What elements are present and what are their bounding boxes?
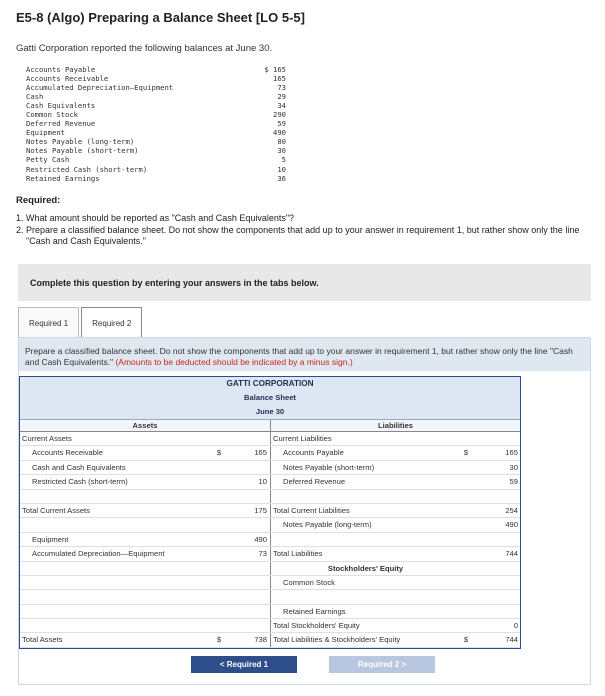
sheet-row xyxy=(20,590,520,604)
asset-currency xyxy=(213,504,225,517)
balance-row xyxy=(26,65,286,74)
tab-bar xyxy=(18,307,144,338)
prev-required-button[interactable]: < Required 1 xyxy=(191,656,297,673)
liability-amount-input[interactable]: 490 xyxy=(505,520,518,530)
balance-label: Cash Equivalents xyxy=(26,101,96,111)
balance-row xyxy=(26,83,286,92)
liability-label-input[interactable] xyxy=(271,490,458,503)
next-required-button[interactable]: Required 2 > xyxy=(329,656,435,673)
balances-list xyxy=(26,65,286,183)
balance-label: Notes Payable (short-term) xyxy=(26,146,139,156)
assets-header: Assets xyxy=(20,420,271,431)
liability-amount-input[interactable] xyxy=(474,490,520,503)
liability-amount-input[interactable] xyxy=(474,562,520,575)
asset-amount-input[interactable]: 738 xyxy=(225,633,271,646)
asset-amount-input[interactable] xyxy=(225,562,271,575)
asset-amount-input[interactable]: 10 xyxy=(225,475,271,488)
asset-amount-input[interactable] xyxy=(225,576,271,589)
liability-label-input[interactable]: Current Liabilities xyxy=(273,434,332,443)
asset-currency xyxy=(213,432,225,445)
balance-row xyxy=(26,92,286,101)
company-name: GATTI CORPORATION xyxy=(226,379,314,388)
asset-amount-input[interactable] xyxy=(225,461,271,474)
balance-amount: 5 xyxy=(281,155,286,165)
liability-amount-input[interactable] xyxy=(474,533,520,546)
liability-currency xyxy=(458,562,474,575)
asset-label-input[interactable]: Restricted Cash (short-term) xyxy=(32,477,128,487)
asset-label-input[interactable]: Total Assets xyxy=(22,635,63,645)
liability-amount-input[interactable] xyxy=(474,576,520,589)
asset-label-input[interactable] xyxy=(20,562,213,575)
liability-currency xyxy=(458,590,474,603)
balance-sheet xyxy=(19,376,521,649)
balance-row xyxy=(26,101,286,110)
asset-currency: $ xyxy=(216,448,222,458)
asset-label-input[interactable]: Accounts Receivable xyxy=(32,448,103,458)
liability-currency xyxy=(458,461,474,474)
requirement-number: 1. xyxy=(16,213,24,223)
asset-amount-input[interactable] xyxy=(225,490,271,503)
equity-header: Stockholders' Equity xyxy=(327,563,404,573)
requirement-number: 2. xyxy=(16,225,24,235)
asset-amount-input[interactable]: 175 xyxy=(225,504,271,517)
balance-amount: 59 xyxy=(277,119,286,129)
requirement-text: Prepare a classified balance sheet. Do not show the components that add up to your answer in requirement 1, but rather show only the line "Cash and Cash Equivalents." xyxy=(26,225,580,246)
balance-row xyxy=(26,128,286,137)
sheet-row xyxy=(20,432,520,446)
required-heading: Required: xyxy=(16,195,61,206)
balance-amount: 80 xyxy=(277,137,286,147)
instruction-note: (Amounts to be deducted should be indicated by a minus sign.) xyxy=(115,356,353,367)
liability-label-input[interactable]: Total Stockholders' Equity xyxy=(273,621,360,631)
liability-label-input[interactable]: Deferred Revenue xyxy=(283,477,346,487)
balance-label: Accounts Receivable xyxy=(26,74,109,84)
balance-label: Equipment xyxy=(26,128,65,138)
asset-currency xyxy=(213,533,225,546)
instruction-box xyxy=(19,338,590,371)
balance-label: Deferred Revenue xyxy=(26,119,96,129)
balance-label: Retained Earnings xyxy=(26,173,100,183)
asset-label-input[interactable] xyxy=(20,518,213,531)
requirements-list xyxy=(16,213,601,247)
liability-currency xyxy=(458,533,474,546)
asset-label-input[interactable] xyxy=(20,590,213,603)
tab-required-1[interactable]: Required 1 xyxy=(18,307,79,338)
liability-currency: $ xyxy=(463,448,469,458)
liability-label-input[interactable]: Notes Payable (short-term) xyxy=(283,462,375,472)
balance-amount: 165 xyxy=(273,74,286,84)
balance-amount: 29 xyxy=(277,92,286,102)
asset-label-input[interactable]: Total Current Assets xyxy=(22,505,90,515)
sheet-row xyxy=(20,518,520,532)
balance-amount: 30 xyxy=(277,146,286,156)
sheet-row xyxy=(20,562,520,576)
balance-row xyxy=(26,155,286,164)
balance-amount: 36 xyxy=(277,173,286,183)
balance-row xyxy=(26,119,286,128)
sheet-row xyxy=(20,504,520,518)
asset-amount-input[interactable]: 165 xyxy=(225,446,271,459)
asset-amount-input[interactable]: 73 xyxy=(225,547,271,560)
asset-currency xyxy=(213,547,225,560)
asset-label-input[interactable]: Equipment xyxy=(32,534,69,544)
asset-currency xyxy=(213,590,225,603)
liability-label-input[interactable]: Total Current Liabilities xyxy=(273,505,350,515)
asset-label-input[interactable] xyxy=(20,490,213,503)
liability-currency xyxy=(458,504,474,517)
liability-label-input[interactable]: Notes Payable (long-term) xyxy=(283,520,372,530)
sheet-row xyxy=(20,475,520,489)
balance-label: Restricted Cash (short-term) xyxy=(26,164,148,174)
sheet-header xyxy=(20,377,520,420)
liability-amount-input[interactable]: 744 xyxy=(505,549,518,559)
asset-label-input[interactable]: Accumulated Depreciation—Equipment xyxy=(32,549,165,559)
balance-amount: 34 xyxy=(277,101,286,111)
balance-row xyxy=(26,74,286,83)
asset-currency xyxy=(213,518,225,531)
sheet-row xyxy=(20,633,520,647)
liability-label-input[interactable] xyxy=(271,533,458,546)
balance-amount: $ 165 xyxy=(264,65,286,74)
liability-label-input[interactable]: Total Liabilities xyxy=(273,549,323,559)
asset-amount-input[interactable]: 490 xyxy=(225,533,271,546)
asset-currency xyxy=(213,619,225,632)
column-headers xyxy=(20,420,520,432)
liability-currency xyxy=(458,576,474,589)
asset-currency xyxy=(213,490,225,503)
liability-amount-input[interactable]: 165 xyxy=(505,448,518,458)
balance-amount: 10 xyxy=(277,164,286,174)
page-title: E5-8 (Algo) Preparing a Balance Sheet [LO 5-5] xyxy=(16,10,305,25)
balance-label: Petty Cash xyxy=(26,155,70,165)
instruction-text: Prepare a classified balance sheet. Do not show the components that add up to your answer in requirement 1, but rather show only the line "Cash and Cash Equivalents." xyxy=(25,346,573,367)
balance-amount: 290 xyxy=(273,110,286,120)
asset-label-input[interactable]: Current Assets xyxy=(22,434,72,443)
liability-currency xyxy=(458,518,474,531)
asset-currency xyxy=(213,605,225,618)
liability-amount-input[interactable] xyxy=(474,605,520,618)
asset-label-input[interactable] xyxy=(20,576,213,589)
asset-amount-input[interactable] xyxy=(225,590,271,603)
requirement-2 xyxy=(16,225,601,247)
asset-currency xyxy=(213,576,225,589)
liability-label-input[interactable]: Common Stock xyxy=(283,577,335,587)
liability-currency xyxy=(458,475,474,488)
sheet-row xyxy=(20,446,520,460)
balance-amount: 490 xyxy=(273,128,286,138)
asset-amount-input[interactable] xyxy=(225,432,271,445)
sheet-row xyxy=(20,576,520,590)
sheet-row xyxy=(20,547,520,561)
statement-date: June 30 xyxy=(255,407,285,416)
balance-row xyxy=(26,110,286,119)
asset-currency xyxy=(213,562,225,575)
sheet-rows xyxy=(20,432,520,648)
asset-amount-input[interactable] xyxy=(225,518,271,531)
liability-currency xyxy=(458,605,474,618)
liability-amount-input[interactable]: 744 xyxy=(505,635,518,645)
intro-text: Gatti Corporation reported the following balances at June 30. xyxy=(16,43,273,54)
liability-amount-input[interactable]: 0 xyxy=(513,621,518,631)
tab-required-2[interactable]: Required 2 xyxy=(81,307,142,338)
liability-currency xyxy=(458,432,474,445)
sheet-row xyxy=(20,605,520,619)
asset-label-input[interactable] xyxy=(20,619,213,632)
liability-amount-input[interactable]: 254 xyxy=(505,505,518,515)
liability-currency xyxy=(458,547,474,560)
asset-amount-input[interactable] xyxy=(225,619,271,632)
requirement-1 xyxy=(16,213,601,224)
balance-label: Cash xyxy=(26,92,44,102)
liability-amount-input[interactable] xyxy=(474,432,520,445)
liability-amount-input[interactable]: 30 xyxy=(509,462,518,472)
asset-currency: $ xyxy=(216,635,222,645)
balance-label: Notes Payable (long-term) xyxy=(26,137,135,147)
asset-amount-input[interactable] xyxy=(225,605,271,618)
balance-row xyxy=(26,146,286,155)
balance-label: Accounts Payable xyxy=(26,65,96,74)
liability-label-input[interactable] xyxy=(271,590,458,603)
balance-label: Common Stock xyxy=(26,110,78,120)
sheet-row xyxy=(20,619,520,633)
instructions-banner: Complete this question by entering your answers in the tabs below. xyxy=(18,264,591,301)
liability-label-input[interactable]: Retained Earnings xyxy=(283,606,346,616)
asset-currency xyxy=(213,475,225,488)
balance-row xyxy=(26,137,286,146)
asset-currency xyxy=(213,461,225,474)
statement-name: Balance Sheet xyxy=(244,393,296,402)
tab-panel xyxy=(18,337,591,685)
sheet-row xyxy=(20,490,520,504)
asset-label-input[interactable] xyxy=(20,605,213,618)
asset-label-input[interactable]: Cash and Cash Equivalents xyxy=(32,462,126,472)
liability-amount-input[interactable] xyxy=(474,590,520,603)
liability-currency xyxy=(458,490,474,503)
balance-row xyxy=(26,174,286,183)
liabilities-header: Liabilities xyxy=(377,421,414,430)
tab-navigation xyxy=(191,656,467,673)
balance-row xyxy=(26,165,286,174)
sheet-row xyxy=(20,533,520,547)
liability-label-input[interactable]: Accounts Payable xyxy=(283,448,344,458)
liability-label-input[interactable]: Total Liabilities & Stockholders' Equity xyxy=(273,635,401,645)
balance-label: Accumulated Depreciation–Equipment xyxy=(26,83,174,93)
liability-currency xyxy=(458,619,474,632)
balance-amount: 73 xyxy=(277,83,286,93)
requirement-text: What amount should be reported as "Cash and Cash Equivalents"? xyxy=(26,213,295,223)
liability-amount-input[interactable]: 59 xyxy=(509,477,518,487)
sheet-row xyxy=(20,461,520,475)
liability-currency: $ xyxy=(463,635,469,645)
